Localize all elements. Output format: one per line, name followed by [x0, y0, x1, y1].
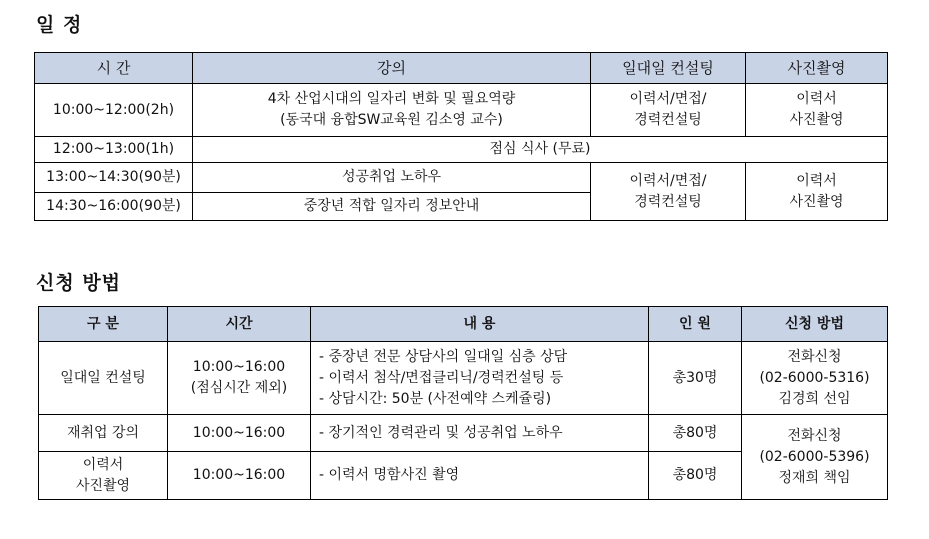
- method-line: 김경희 선임: [778, 390, 851, 407]
- row-lunch: 점심 식사 (무료): [193, 137, 888, 163]
- content-line: - 상담시간: 50분 (사전예약 스케쥴링): [319, 390, 552, 407]
- schedule-header-row: [35, 53, 888, 84]
- row-method: [742, 415, 888, 500]
- row-lecture: 중장년 적합 일자리 정보안내: [193, 193, 591, 221]
- row-capacity: 총80명: [649, 415, 742, 452]
- photo-line: 이력서: [796, 91, 837, 107]
- row-category: 일대일 컨설팅: [39, 342, 168, 415]
- row-capacity: 총30명: [649, 342, 742, 415]
- header-time: 시간: [168, 307, 311, 342]
- row-category: [39, 452, 168, 500]
- method-line: 전화신청: [787, 427, 842, 444]
- row-time: [168, 342, 311, 415]
- row-content: - 장기적인 경력관리 및 성공취업 노하우: [311, 415, 649, 452]
- row-lecture: 성공취업 노하우: [193, 163, 591, 193]
- row-capacity: 총80명: [649, 452, 742, 500]
- lecture-line: (동국대 융합SW교육원 김소영 교수): [280, 112, 503, 128]
- row-category: 재취업 강의: [39, 415, 168, 452]
- header-photo: 사진촬영: [746, 53, 888, 84]
- category-line: 이력서: [82, 456, 124, 473]
- application-table: [38, 306, 888, 500]
- row-content: [311, 342, 649, 415]
- consulting-line: 경력컨설팅: [634, 112, 702, 128]
- header-content: 내 용: [311, 307, 649, 342]
- row-photo: [746, 163, 888, 221]
- lecture-line: 4차 산업시대의 일자리 변화 및 필요역량: [267, 91, 516, 107]
- header-consulting: 일대일 컨설팅: [591, 53, 746, 84]
- schedule-row: [35, 137, 888, 163]
- row-time: 14:30~16:00(90분): [35, 193, 193, 221]
- row-photo: [746, 84, 888, 137]
- method-line: (02-6000-5316): [759, 369, 870, 386]
- method-line: 정재희 책임: [778, 469, 851, 486]
- schedule-row: [35, 84, 888, 137]
- schedule-heading: 일 정: [36, 14, 83, 36]
- photo-line: 이력서: [796, 172, 837, 189]
- schedule-row: [35, 163, 888, 193]
- category-line: 사진촬영: [75, 477, 131, 494]
- application-row: [39, 342, 888, 415]
- content-line: - 중장년 전문 상담사의 일대일 심층 상담: [319, 348, 568, 365]
- row-consulting: [591, 163, 746, 221]
- consulting-line: 경력컨설팅: [634, 193, 702, 210]
- row-consulting: [591, 84, 746, 137]
- time-line: 10:00~16:00: [192, 359, 286, 375]
- row-time: 12:00~13:00(1h): [35, 137, 193, 163]
- header-lecture: 강의: [193, 53, 591, 84]
- row-content: - 이력서 명함사진 촬영: [311, 452, 649, 500]
- time-line: (점심시간 제외): [190, 380, 288, 396]
- header-method: 신청 방법: [742, 307, 888, 342]
- application-row: [39, 415, 888, 452]
- consulting-line: 이력서/면접/: [629, 172, 707, 189]
- row-time: 10:00~16:00: [168, 415, 311, 452]
- content-line: - 이력서 첨삭/면접클리닉/경력컨설팅 등: [319, 369, 564, 386]
- header-category: 구 분: [39, 307, 168, 342]
- row-time: 13:00~14:30(90분): [35, 163, 193, 193]
- header-capacity: 인 원: [649, 307, 742, 342]
- schedule-table: [34, 52, 888, 221]
- method-line: (02-6000-5396): [759, 448, 870, 465]
- row-time: 10:00~12:00(2h): [35, 84, 193, 137]
- row-time: 10:00~16:00: [168, 452, 311, 500]
- application-heading: 신청 방법: [36, 272, 122, 294]
- method-line: 전화신청: [787, 348, 842, 365]
- application-header-row: [39, 307, 888, 342]
- photo-line: 사진촬영: [789, 112, 844, 128]
- consulting-line: 이력서/면접/: [629, 91, 707, 107]
- photo-line: 사진촬영: [789, 193, 844, 210]
- row-method: [742, 342, 888, 415]
- header-time: 시 간: [35, 53, 193, 84]
- row-lecture: [193, 84, 591, 137]
